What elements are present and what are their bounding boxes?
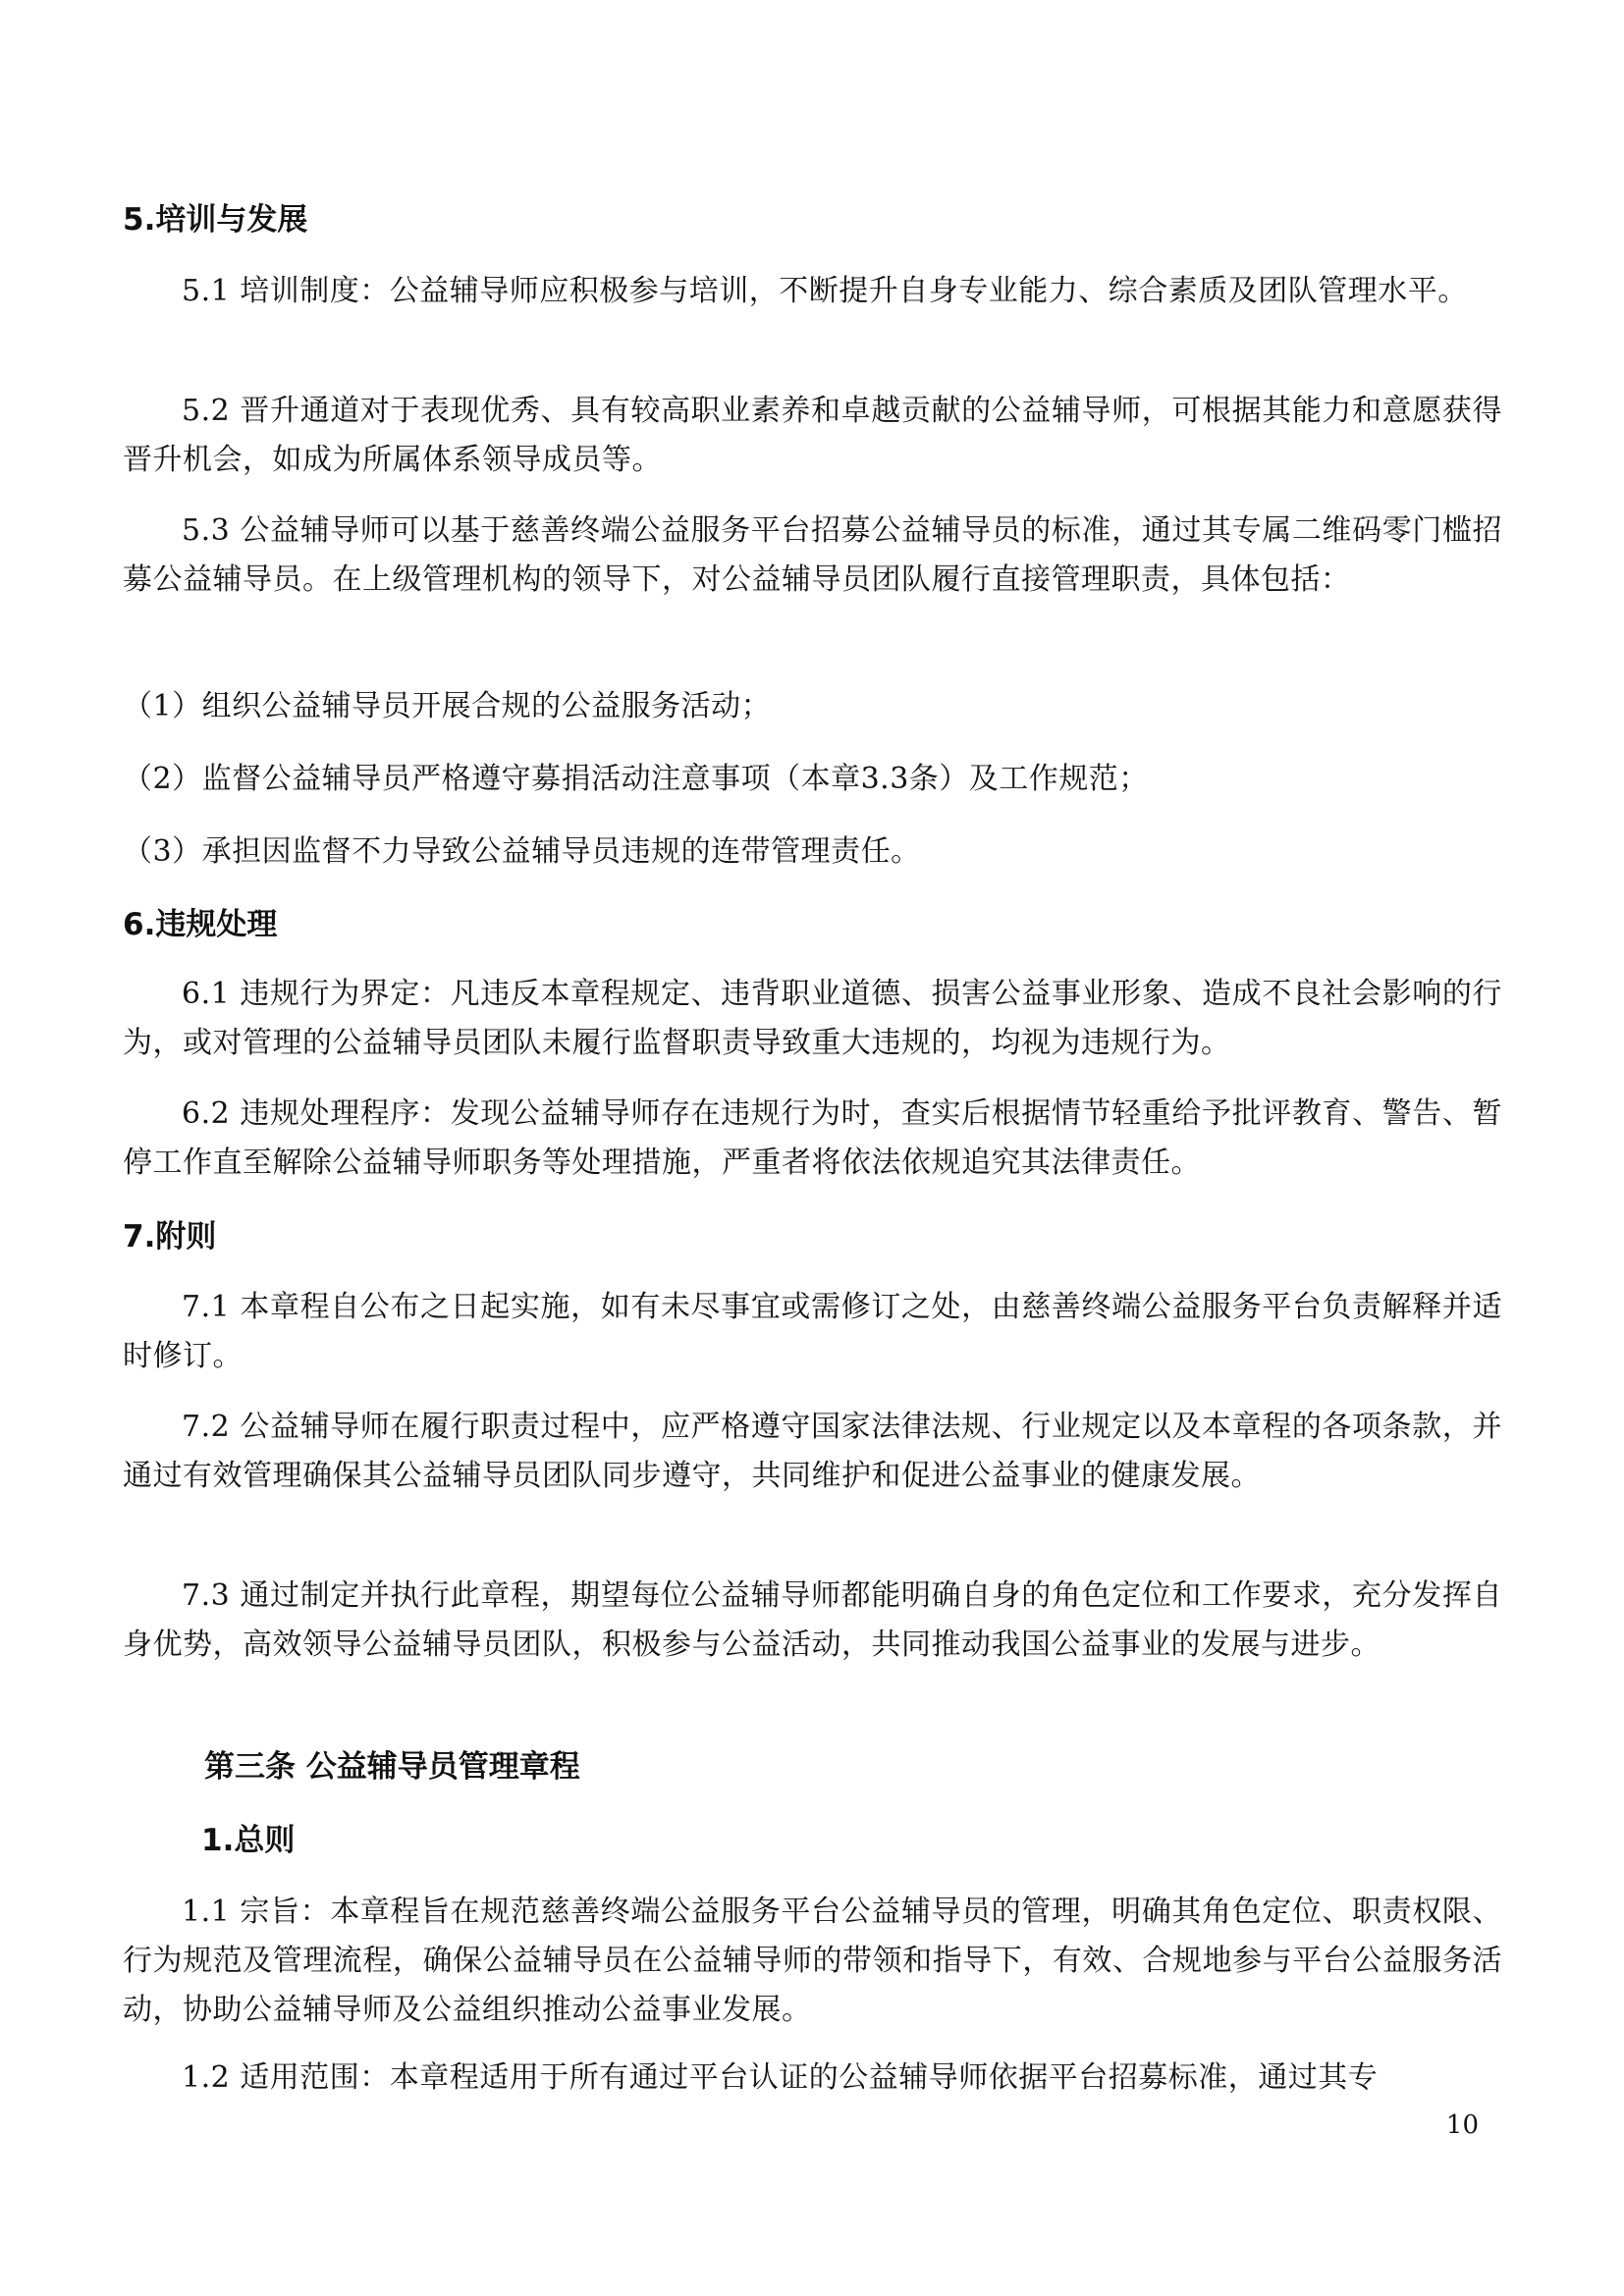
paragraph-6-1: 6.1 违规行为界定：凡违反本章程规定、违背职业道德、损害公益事业形象、造成不良社会影响的行为，或对管理的公益辅导员团队未履行监督职责导致重大违规的，均视为违规行为。 [123, 977, 1502, 1060]
list-item: （3）承担因监督不力导致公益辅导员违规的连带管理责任。 [123, 834, 921, 869]
paragraph-5-1: 5.1 培训制度：公益辅导师应积极参与培训，不断提升自身专业能力、综合素质及团队管理水平。 [182, 274, 1468, 308]
paragraph-1-2: 1.2 适用范围：本章程适用于所有通过平台认证的公益辅导师依据平台招募标准，通过其专 [182, 2060, 1379, 2095]
paragraph-5-2: 5.2 晋升通道对于表现优秀、具有较高职业素养和卓越贡献的公益辅导师，可根据其能力和意愿获得晋升机会，如成为所属体系领导成员等。 [123, 394, 1502, 477]
list-item: （2）监督公益辅导员严格遵守募捐活动注意事项（本章3.3条）及工作规范； [123, 762, 1149, 796]
paragraph-1-1: 1.1 宗旨：本章程旨在规范慈善终端公益服务平台公益辅导员的管理，明确其角色定位、职责权限、行为规范及管理流程，确保公益辅导员在公益辅导师的带领和指导下，有效、合规地参与平台公益服务活动，协助公益辅导师及公益组织推动公益事业发展。 [123, 1895, 1502, 2027]
section-7-heading: 7.附则 [123, 1219, 217, 1255]
page-number: 10 [1445, 2110, 1479, 2140]
paragraph-7-3: 7.3 通过制定并执行此章程，期望每位公益辅导师都能明确自身的角色定位和工作要求，充分发挥自身优势，高效领导公益辅导员团队，积极参与公益活动，共同推动我国公益事业的发展与进步。 [123, 1578, 1502, 1662]
list-item: （1）组织公益辅导员开展合规的公益服务活动； [123, 689, 772, 723]
paragraph-6-2: 6.2 违规处理程序：发现公益辅导师存在违规行为时，查实后根据情节轻重给予批评教育、警告、暂停工作直至解除公益辅导师职务等处理措施，严重者将依法依规追究其法律责任。 [123, 1096, 1502, 1180]
subsection-1-heading: 1.总则 [201, 1823, 296, 1858]
paragraph-7-2: 7.2 公益辅导师在履行职责过程中，应严格遵守国家法律法规、行业规定以及本章程的各项条款，并通过有效管理确保其公益辅导员团队同步遵守，共同维护和促进公益事业的健康发展。 [123, 1410, 1502, 1493]
article-3-heading: 第三条 公益辅导员管理章程 [204, 1749, 580, 1785]
section-5-heading: 5.培训与发展 [123, 202, 308, 238]
paragraph-7-1: 7.1 本章程自公布之日起实施，如有未尽事宜或需修订之处，由慈善终端公益服务平台负责解释并适时修订。 [123, 1290, 1502, 1373]
paragraph-5-3: 5.3 公益辅导师可以基于慈善终端公益服务平台招募公益辅导员的标准，通过其专属二维码零门槛招募公益辅导员。在上级管理机构的领导下，对公益辅导员团队履行直接管理职责，具体包括： [123, 513, 1502, 597]
section-6-heading: 6.违规处理 [123, 907, 278, 942]
